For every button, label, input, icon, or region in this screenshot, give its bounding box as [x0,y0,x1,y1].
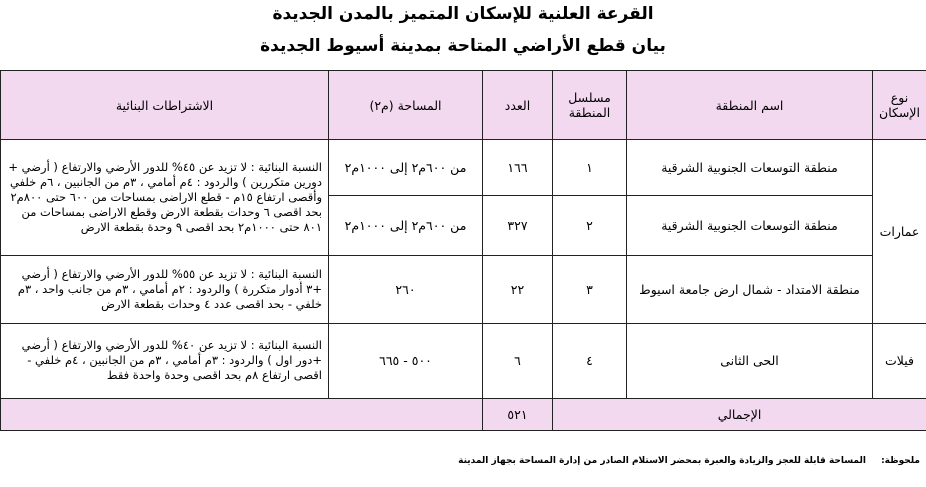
header-zone-name: اسم المنطقة [627,71,873,140]
zone-serial: ١ [553,140,627,196]
total-row [1,398,926,430]
total-count: ٥٢١ [483,398,553,430]
table-row [1,323,926,398]
plot-count: ١٦٦ [483,140,553,196]
footnote-text: المساحة قابلة للعجز والزيادة والعبرة بمحضر الاستلام الصادر من إدارة المساحة بجهاز المدينة [458,456,866,466]
table-row [1,256,926,323]
zone-name: الحى الثانى [627,323,873,398]
footnote-label: ملحوظة: [881,456,920,466]
header-area: المساحة (م٢) [329,71,483,140]
plot-area: من ٦٠٠م٢ إلى ١٠٠٠م٢ [329,140,483,196]
group-villas: فيلات [873,323,926,398]
plot-area: ٥٠٠ - ٦٦٥ [329,323,483,398]
page-title: القرعة العلنية للإسكان المتميز بالمدن الجديدة [272,4,654,24]
header-count: العدد [483,71,553,140]
zone-name: منطقة التوسعات الجنوبية الشرقية [627,196,873,256]
table-row [1,140,926,196]
total-label: الإجمالي [553,398,926,430]
plot-count: ٢٢ [483,256,553,323]
building-conditions: النسبة البنائية : لا تزيد عن ٥٥% للدور الأرضي والارتفاع ( أرضي +٣ أدوار متكررة ) والردود : ٢م أمامي ، ٣م من جانب واحد ، ٣م خلفي - بحد اقصى عدد ٤ وحدات بقطعة الارض [1,256,329,323]
header-conditions: الاشتراطات البنائية [1,71,329,140]
header-type: نوع الإسكان [873,71,926,140]
header-serial: مسلسل المنطقة [553,71,627,140]
zone-serial: ٢ [553,196,627,256]
plot-count: ٣٢٧ [483,196,553,256]
plot-count: ٦ [483,323,553,398]
building-conditions: النسبة البنائية : لا تزيد عن ٤٥% للدور الأرضي والارتفاع ( أرضي + دورين متكررين ) والردود : ٤م أمامي ، ٣م من الجانبين ، ٦م خلفي وأقصى ارتفاع ١٥م - قطع الاراضى بمساحات من ٦٠٠ حتى ٨٠٠م٢ بحد اقصى ٦ وحدات بقطعة الارض وقطع الاراضى بمساحات من ٨٠١ حتى ١٠٠٠م٢ بحد اقصى ٩ وحدة بقطعة الارض [1,140,329,256]
plot-area: من ٦٠٠م٢ إلى ١٠٠٠م٢ [329,196,483,256]
footnote [446,456,920,466]
total-empty [1,398,483,430]
zone-name: منطقة الامتداد - شمال ارض جامعة اسيوط [627,256,873,323]
zone-name: منطقة التوسعات الجنوبية الشرقية [627,140,873,196]
building-conditions: النسبة البنائية : لا تزيد عن ٤٠% للدور الأرضي والارتفاع ( أرضي +دور اول ) والردود : ٣م أمامي ، ٣م من الجانبين ، ٤م خلفي - اقصى ارتفاع ٨م بحد اقصى وحدة واحدة فقط [1,323,329,398]
zone-serial: ٤ [553,323,627,398]
group-buildings: عمارات [873,140,926,323]
plot-area: ٢٦٠ [329,256,483,323]
page-subtitle: بيان قطع الأراضي المتاحة بمدينة أسيوط الجديدة [260,36,666,56]
zone-serial: ٣ [553,256,627,323]
table-header-row [1,71,926,140]
plots-table [0,70,926,431]
